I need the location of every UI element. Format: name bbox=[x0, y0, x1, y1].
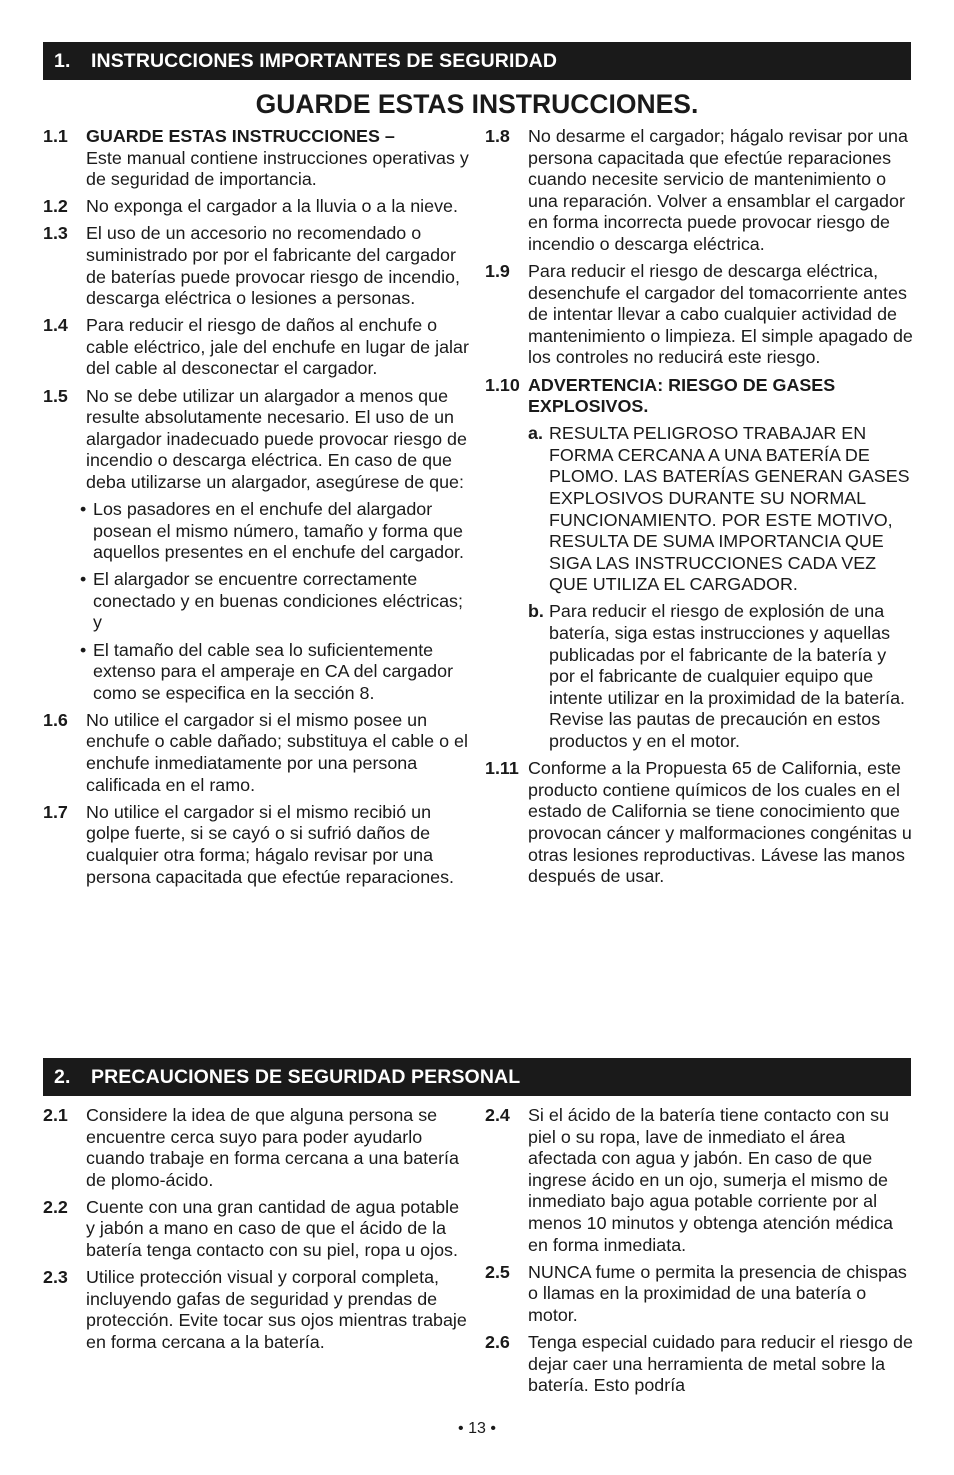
item-number: 2.3 bbox=[43, 1267, 68, 1288]
section-1-left-column bbox=[43, 126, 471, 894]
list-item bbox=[43, 315, 471, 380]
item-number: 1.8 bbox=[485, 126, 510, 146]
list-item bbox=[43, 710, 471, 796]
list-item bbox=[43, 1267, 471, 1353]
item-number: 1.1 bbox=[43, 126, 68, 146]
item-heading: ADVERTENCIA: RIESGO DE GASES EXPLOSIVOS. bbox=[528, 374, 836, 417]
bullet-dot: • bbox=[80, 639, 87, 660]
list-item bbox=[485, 758, 913, 888]
section-2-header bbox=[43, 1058, 911, 1096]
item-number: 1.5 bbox=[43, 385, 68, 406]
item-number: 1.3 bbox=[43, 223, 68, 244]
item-text: Para reducir el riesgo de daños al enchufe o cable eléctrico, jale del enchufe en lugar de jalar del cable al desconectar el cargador. bbox=[86, 315, 469, 379]
bullet-text: Los pasadores en el enchufe del alargador posean el mismo número, tamaño y forma que aquellos presentes en el enchufe del cargador. bbox=[93, 499, 464, 563]
section-1-header bbox=[43, 42, 911, 80]
list-item bbox=[43, 1197, 471, 1262]
bullet-item bbox=[43, 499, 471, 564]
section-title: INSTRUCCIONES IMPORTANTES DE SEGURIDAD bbox=[91, 50, 558, 72]
list-item bbox=[485, 1105, 913, 1256]
item-text: Utilice protección visual y corporal completa, incluyendo gafas de seguridad y prendas de protección. Evite tocar sus ojos mientras trabaje en forma cercana a la batería. bbox=[86, 1267, 467, 1352]
bullet-dot: • bbox=[80, 569, 87, 590]
item-number: 2.6 bbox=[485, 1331, 510, 1352]
item-text: Cuente con una gran cantidad de agua potable y jabón a mano en caso de que el ácido de la batería tenga contacto con su piel, ropa u ojos. bbox=[86, 1196, 460, 1261]
item-text: No exponga el cargador a la lluvia o a la nieve. bbox=[86, 196, 458, 217]
list-item bbox=[43, 196, 471, 218]
bullet-item bbox=[43, 569, 471, 634]
bullet-item bbox=[43, 640, 471, 705]
item-number: 2.2 bbox=[43, 1196, 68, 1217]
item-number: 1.6 bbox=[43, 709, 68, 730]
item-number: 1.2 bbox=[43, 196, 68, 217]
item-text: Para reducir el riesgo de descarga eléctrica, desenchufe el cargador del tomacorriente antes de intentar llevar a cabo cualquier actividad de mantenimiento o limpieza. El simple apagado de los controles no reducirá este riesgo. bbox=[528, 261, 913, 368]
section-number: 1. bbox=[54, 50, 71, 72]
sub-item-letter: b. bbox=[528, 601, 544, 622]
item-number: 1.10 bbox=[485, 374, 520, 395]
bullet-text: El tamaño del cable sea lo suficientemente extenso para el amperaje en CA del cargador como se especifica en la sección 8. bbox=[93, 639, 454, 703]
item-heading: GUARDE ESTAS INSTRUCCIONES – bbox=[86, 126, 395, 146]
list-item bbox=[43, 126, 471, 191]
item-text: Este manual contiene instrucciones operativas y de seguridad de importancia. bbox=[86, 147, 469, 190]
section-number: 2. bbox=[54, 1066, 71, 1088]
list-item bbox=[485, 375, 913, 418]
list-item bbox=[485, 126, 913, 256]
item-text: Si el ácido de la batería tiene contacto con su piel o su ropa, lave de inmediato el área afectada con agua y jabón. En caso de que ingrese ácido en un ojo, sumerja el mismo de inmediato bajo agua potable corriente por al menos 10 minutos y obtenga atención médica en forma inmediata. bbox=[528, 1105, 893, 1255]
list-item bbox=[485, 1262, 913, 1327]
page-number: • 13 • bbox=[458, 1420, 496, 1437]
item-text: Conforme a la Propuesta 65 de California, este producto contiene químicos de los cuales en el estado de California se tiene conocimiento que provocan cáncer y malformaciones congénitas u otras lesiones reproductivas. Lávese las manos después de usar. bbox=[528, 758, 912, 887]
main-title: GUARDE ESTAS INSTRUCCIONES. bbox=[255, 89, 699, 119]
list-item bbox=[43, 802, 471, 888]
item-number: 2.4 bbox=[485, 1105, 510, 1125]
item-text: No se debe utilizar un alargador a menos que resulte absolutamente necesario. El uso de un alargador inadecuado puede provocar riesgo de incendio o descarga eléctrica. En caso de que deba utilizarse un alargador, asegúrese de que: bbox=[86, 385, 467, 492]
item-text: NUNCA fume o permita la presencia de chispas o llamas en la proximidad de una batería o motor. bbox=[528, 1261, 907, 1325]
sub-item-letter: a. bbox=[528, 423, 543, 444]
list-item bbox=[485, 261, 913, 369]
list-item bbox=[43, 1105, 471, 1191]
list-item bbox=[43, 223, 471, 309]
item-number: 1.11 bbox=[485, 758, 519, 779]
item-number: 2.1 bbox=[43, 1105, 68, 1125]
sub-item-text: RESULTA PELIGROSO TRABAJAR EN FORMA CERCANA A UNA BATERÍA DE PLOMO. LAS BATERÍAS GENERAN GASES EXPLOSIVOS DURANTE SU NORMAL FUNCIONAMIENTO. POR ESTE MOTIVO, RESULTA DE SUMA IMPORTANCIA QUE SIGA LAS INSTRUCCIONES CADA VEZ QUE UTILIZA EL CARGADOR. bbox=[549, 423, 910, 595]
section-2-left-column bbox=[43, 1105, 471, 1359]
item-number: 1.9 bbox=[485, 261, 510, 282]
list-item bbox=[43, 386, 471, 494]
item-text: El uso de un accesorio no recomendado o suministrado por por el fabricante del cargador de baterías puede provocar riesgo de incendio, descarga eléctrica o lesiones a personas. bbox=[86, 223, 460, 309]
item-text: No utilice el cargador si el mismo posee un enchufe o cable dañado; substituya el cable o el enchufe inmediatamente por una persona calificada en el ramo. bbox=[86, 709, 468, 795]
item-number: 1.4 bbox=[43, 315, 68, 336]
sub-item-text: Para reducir el riesgo de explosión de una batería, siga estas instrucciones y aquellas publicadas por el fabricante de la batería y por el fabricante de cualquier equipo que intente utilizar en la proximidad de la batería. Revise las pautas de precaución en estos productos y en el motor. bbox=[549, 601, 906, 752]
section-2-right-column bbox=[485, 1105, 913, 1402]
section-1-right-column bbox=[485, 126, 913, 893]
item-text: No utilice el cargador si el mismo recibió un golpe fuerte, si se cayó o si sufrió daños de cualquier otra forma; hágalo revisar por una persona capacitada que efectúe reparaciones. bbox=[86, 801, 455, 887]
item-number: 2.5 bbox=[485, 1261, 510, 1282]
sub-item bbox=[485, 601, 913, 752]
item-text: Tenga especial cuidado para reducir el riesgo de dejar caer una herramienta de metal sobre la batería. Esto podría bbox=[528, 1331, 913, 1396]
list-item bbox=[485, 1332, 913, 1397]
item-text: No desarme el cargador; hágalo revisar por una persona capacitada que efectúe reparaciones cuando necesite servicio de mantenimiento o una reparación. Volver a ensamblar el cargador en forma incorrecta puede provocar riesgo de incendio o descarga eléctrica. bbox=[528, 126, 908, 254]
bullet-text: El alargador se encuentre correctamente conectado y en buenas condiciones eléctricas; y bbox=[93, 569, 463, 633]
item-number: 1.7 bbox=[43, 801, 68, 822]
bullet-dot: • bbox=[80, 499, 87, 519]
sub-item bbox=[485, 423, 913, 596]
item-text: Considere la idea de que alguna persona se encuentre cerca suyo para poder ayudarlo cuando trabaje en forma cercana a una batería de plomo-ácido. bbox=[86, 1105, 459, 1190]
section-title: PRECAUCIONES DE SEGURIDAD PERSONAL bbox=[91, 1066, 521, 1088]
